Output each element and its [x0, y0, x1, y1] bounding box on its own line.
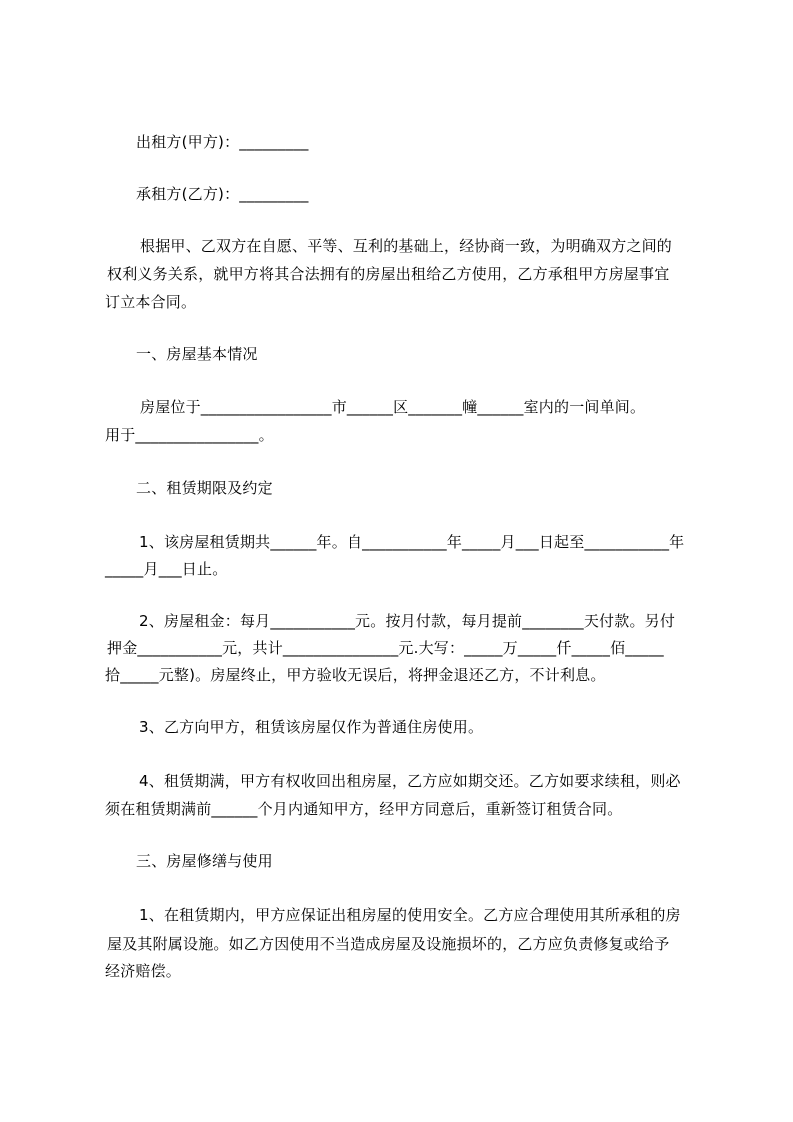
preamble-line-2: 权利义务关系，就甲方将其合法拥有的房屋出租给乙方使用，乙方承租甲方房屋事宜 — [107, 265, 670, 283]
clause2-3-line-1: 3、乙方向甲方，租赁该房屋仅作为普通住房使用。 — [139, 718, 484, 736]
section1-heading: 一、房屋基本情况 — [136, 345, 258, 363]
clause3-1-line-1: 1、在租赁期内，甲方应保证出租房屋的使用安全。乙方应合理使用其所承租的房 — [139, 906, 681, 924]
section1-line-1: 房屋位于_________________市______区_______幢______室内的一间单间。 — [140, 398, 646, 416]
clause2-2-line-1: 2、房屋租金：每月___________元。按月付款，每月提前________天付款。另付 — [139, 612, 676, 630]
lessor-line: 出租方(甲方)：_________ — [136, 133, 309, 151]
clause2-4-line-1: 4、租赁期满，甲方有权收回出租房屋，乙方应如期交还。乙方如要求续租，则必 — [139, 772, 681, 790]
clause3-1-line-2: 屋及其附属设施。如乙方因使用不当造成房屋及设施损坏的，乙方应负责修复或给予 — [107, 935, 670, 953]
section2-heading: 二、租赁期限及约定 — [136, 479, 273, 497]
section1-line-2: 用于________________。 — [105, 426, 274, 444]
clause2-1-line-1: 1、该房屋租赁期共______年。自___________年_____月___日起至___________年 — [139, 533, 685, 551]
preamble-line-3: 订立本合同。 — [105, 293, 197, 311]
clause2-2-line-2: 押金___________元，共计_______________元.大写：_____万_____仟_____佰_____ — [107, 639, 664, 657]
preamble-line-1: 根据甲、乙双方在自愿、平等、互利的基础上，经协商一致，为明确双方之间的 — [140, 237, 673, 255]
clause3-1-line-3: 经济赔偿。 — [105, 962, 182, 980]
clause2-4-line-2: 须在租赁期满前______个月内通知甲方，经甲方同意后，重新签订租赁合同。 — [105, 800, 623, 818]
clause2-2-line-3: 拾_____元整)。房屋终止，甲方验收无误后，将押金退还乙方，不计利息。 — [105, 666, 606, 684]
section3-heading: 三、房屋修缮与使用 — [136, 852, 273, 870]
lessee-line: 承租方(乙方)：_________ — [136, 185, 309, 203]
clause2-1-line-2: _____月___日止。 — [105, 560, 228, 578]
